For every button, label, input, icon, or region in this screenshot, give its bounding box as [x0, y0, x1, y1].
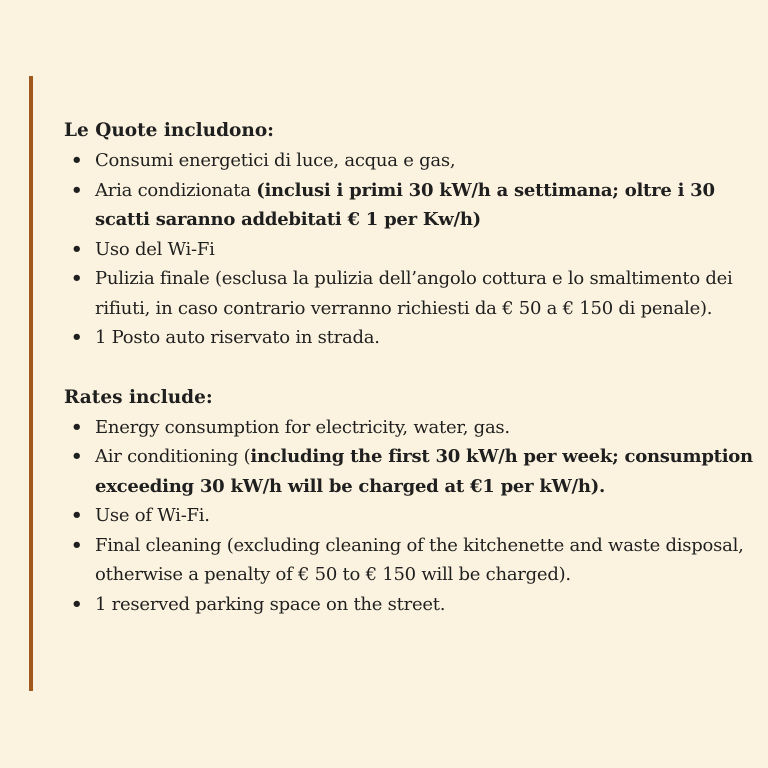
- list-item: • Energy consumption for electricity, water, gas.: [64, 413, 764, 443]
- bullet-icon: •: [71, 268, 83, 289]
- list-item: • Use of Wi-Fi.: [64, 501, 764, 531]
- italian-inclusions-list: [64, 146, 764, 353]
- bullet-icon: •: [71, 238, 83, 260]
- section-spacer: [64, 353, 764, 383]
- bullet-icon: •: [71, 327, 83, 348]
- list-item: • Uso del Wi-Fi: [64, 235, 764, 265]
- bullet-icon: •: [71, 446, 83, 467]
- list-item: • 1 reserved parking space on the street.: [64, 590, 764, 620]
- bullet-icon: •: [71, 505, 83, 526]
- english-inclusions-list: [64, 413, 764, 620]
- list-item: • Aria condizionata (inclusi i primi 30 kW/h a settimana; oltre i 30 scatti saranno addebitati € 1 per Kw/h): [64, 176, 764, 235]
- accent-bar: [29, 76, 33, 691]
- bullet-icon: •: [71, 593, 83, 615]
- list-item: • 1 Posto auto riservato in strada.: [64, 323, 764, 353]
- bullet-icon: •: [71, 150, 83, 171]
- rates-info: [64, 116, 764, 619]
- bullet-icon: •: [71, 416, 83, 438]
- list-item: • Pulizia finale (esclusa la pulizia dell’angolo cottura e lo smaltimento dei rifiuti, in caso contrario verranno richiesti da € 50 a € 150 di penale).: [64, 264, 764, 323]
- english-section-title: Rates include:: [64, 386, 213, 408]
- italian-section-title: Le Quote includono:: [64, 120, 274, 141]
- list-item: • Consumi energetici di luce, acqua e gas,: [64, 146, 764, 176]
- bullet-icon: •: [71, 534, 83, 556]
- list-item: • Air conditioning (including the first 30 kW/h per week; consumption exceeding 30 kW/h will be charged at €1 per kW/h).: [64, 442, 764, 501]
- list-item: • Final cleaning (excluding cleaning of the kitchenette and waste disposal, otherwise a penalty of € 50 to € 150 will be charged).: [64, 531, 764, 590]
- bullet-icon: •: [71, 179, 83, 201]
